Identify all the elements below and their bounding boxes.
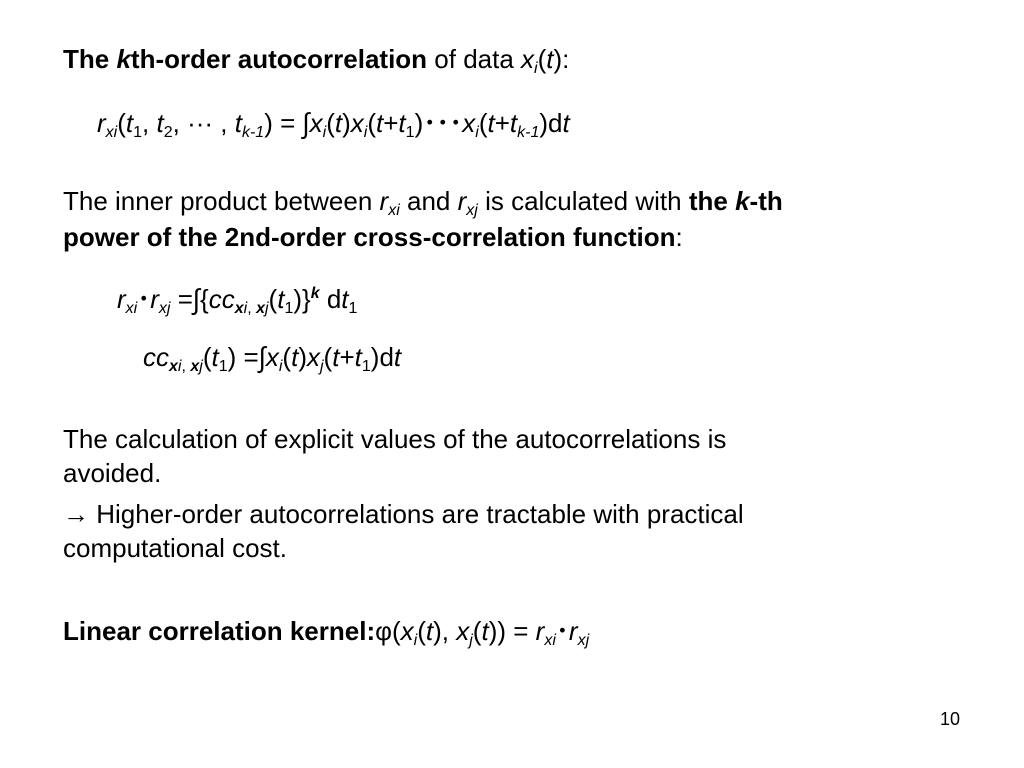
heading-kth-order-autocorrelation: The kth-order autocorrelation of data $x_i(t)$: [63, 44, 570, 77]
inner-product-text-line1: The inner product between $r_{xi}$ and $r_{xj}$ is calculated with the k-th [63, 186, 783, 219]
tractable-cost-line2: computational cost. [63, 533, 288, 563]
linear-correlation-kernel: Linear correlation $kernel:\varphi(x_i(t)$, $x_j(t)) = r_{xi}$･$r_{xj}$ [63, 616, 590, 649]
equation-cross-correlation: $cc_{xi, xj}(t_1) =\int x_i(t)x_j(t+t_1)dt$ [143, 340, 402, 375]
calculation-avoided-line1: The calculation of explicit values of the autocorrelations is [63, 424, 727, 454]
tractable-cost-line1: → Higher-order autocorrelations are tractable with practical [63, 499, 744, 529]
integral-sign: ∫ [302, 106, 310, 140]
equation-autocorrelation-definition: $r_{xi}(t_1$, $t_2$, ··· , $t_{k-1}) = \int x_i(t)x_i(t+t_1)$･･･$x_i(t+t_{k-1})dt$ [97, 106, 570, 141]
slide-number: 10 [940, 709, 961, 729]
inner-product-text-line2: power of the 2nd-order cross-correlation function: [63, 222, 683, 252]
integral-sign: ∫ [258, 340, 266, 374]
calculation-avoided-line2: avoided. [63, 458, 162, 488]
integral-sign: ∫ [192, 282, 201, 316]
equation-inner-product: $r_{xi}$･$r_{xj} =\int\{cc_{xi, xj}(t_1)\}^k$ $dt_1$ [117, 282, 358, 317]
